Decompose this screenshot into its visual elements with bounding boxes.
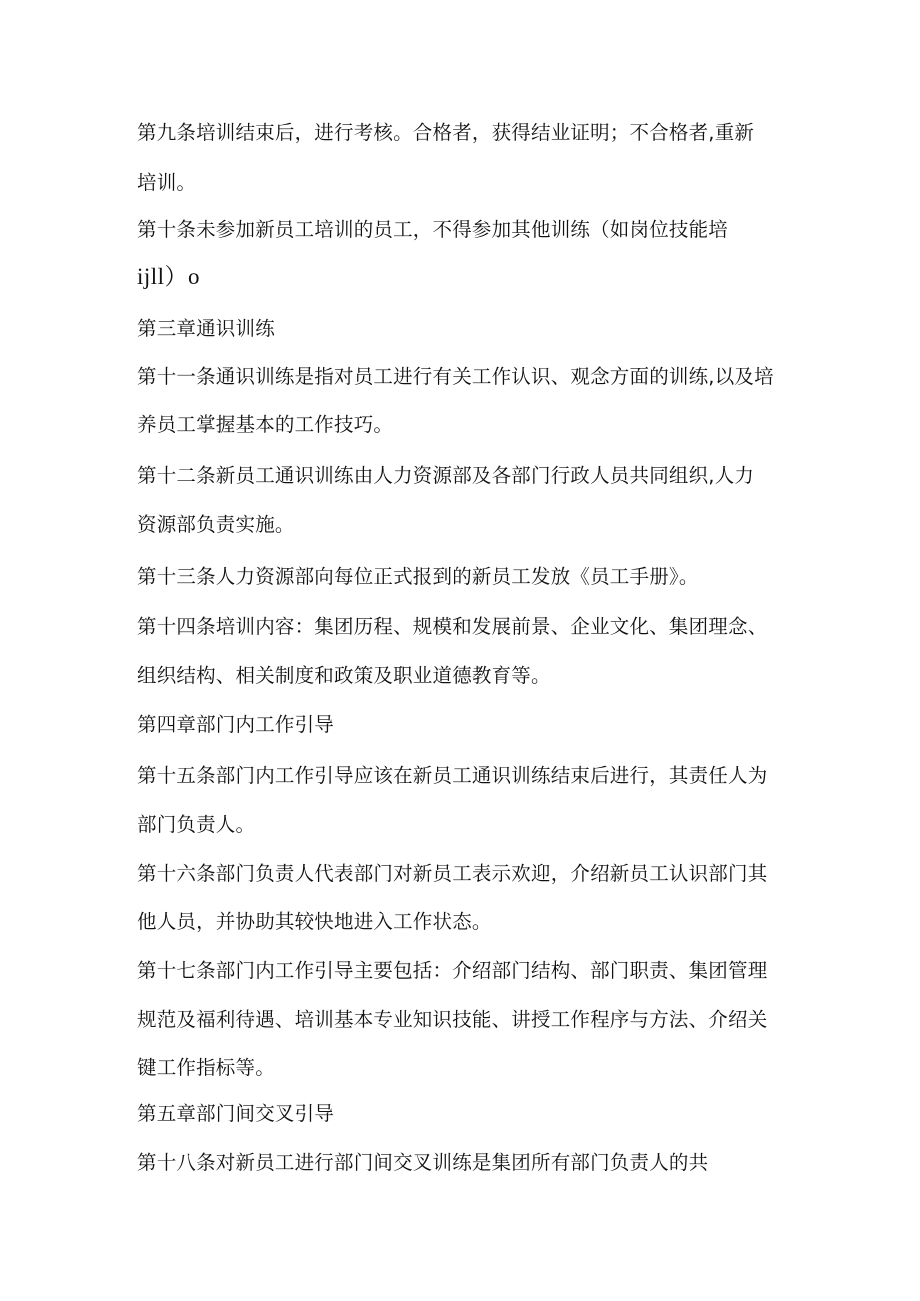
chapter-5-heading: 第五章部门间交叉引导	[137, 1102, 335, 1125]
article-11-line-2: 养员工掌握基本的工作技巧。	[137, 413, 394, 436]
article-16-line-2: 他人员，并协助其较快地进入工作状态。	[137, 910, 492, 933]
article-12-line-1: 第十二条新员工通识训练由人力资源部及各部门行政人员共同组织,人力	[137, 464, 755, 487]
article-17-line-1: 第十七条部门内工作引导主要包括：介绍部门结构、部门职责、集团管理	[137, 959, 768, 982]
article-10-line-1: 第十条未参加新员工培训的员工，不得参加其他训练（如岗位技能培	[137, 218, 729, 241]
article-11-line-1: 第十一条通识训练是指对员工进行有关工作认识、观念方面的训练,以及培	[137, 365, 774, 388]
chapter-4-heading: 第四章部门内工作引导	[137, 713, 335, 736]
article-9-line-1: 第九条培训结束后，进行考核。合格者，获得结业证明；不合格者,重新	[137, 121, 755, 144]
article-10-line-2: ijll）o	[137, 264, 201, 289]
article-15-line-2: 部门负责人。	[137, 813, 256, 836]
article-16-line-1: 第十六条部门负责人代表部门对新员工表示欢迎，介绍新员工认识部门其	[137, 862, 768, 885]
article-9-line-2: 培训。	[137, 171, 197, 194]
chapter-3-heading: 第三章通识训练	[137, 317, 275, 340]
article-12-line-2: 资源部负责实施。	[137, 513, 295, 536]
article-13-line: 第十三条人力资源部向每位正式报到的新员工发放《员工手册》。	[137, 565, 699, 588]
article-14-line-1: 第十四条培训内容：集团历程、规模和发展前景、企业文化、集团理念、	[137, 615, 768, 638]
article-17-line-3: 键工作指标等。	[137, 1056, 275, 1079]
article-18-line-1: 第十八条对新员工进行部门间交叉训练是集团所有部门负责人的共	[137, 1151, 709, 1174]
article-15-line-1: 第十五条部门内工作引导应该在新员工通识训练结束后进行，其责任人为	[137, 764, 768, 787]
article-14-line-2: 组织结构、相关制度和政策及职业道德教育等。	[137, 664, 551, 687]
article-17-line-2: 规范及福利待遇、培训基本专业知识技能、讲授工作程序与方法、介绍关	[137, 1008, 768, 1031]
